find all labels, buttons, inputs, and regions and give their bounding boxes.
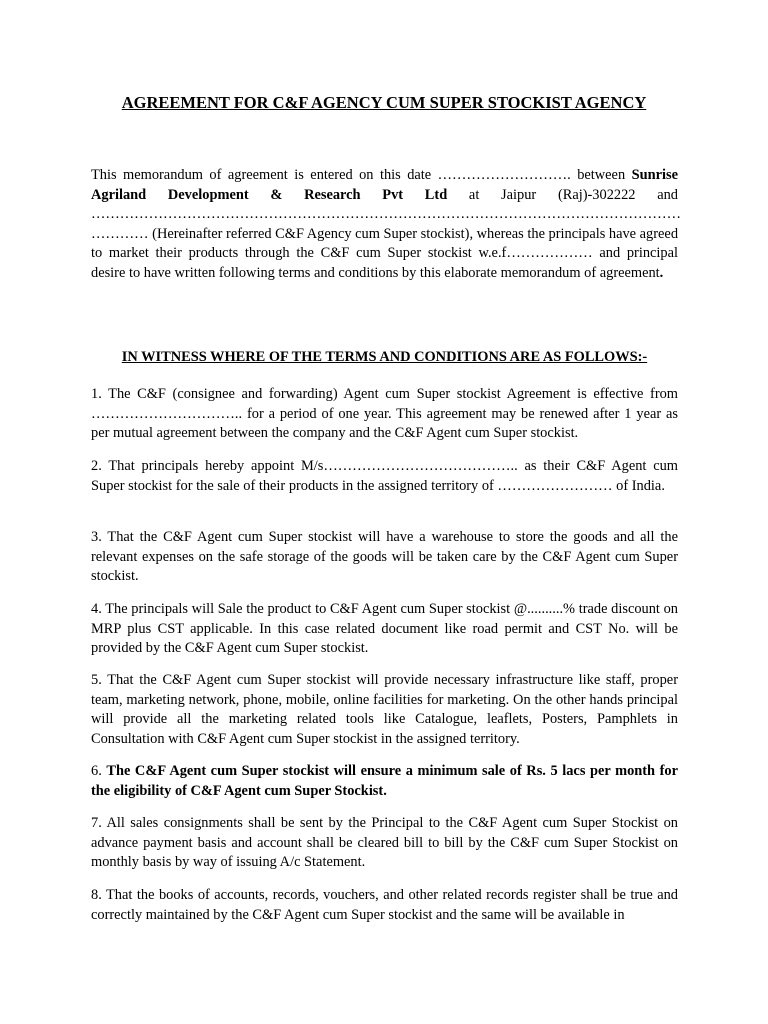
clause-6-number: 6. [91, 763, 107, 779]
clause-4: 4. The principals will Sale the product to C&F Agent cum Super stockist @..........% trade discount on MRP plus CST applicable. In this case related document like road permit and CST No. will be provided by the C&F Agent cum Super stockist. [91, 601, 678, 657]
intro-text-start: This memorandum of agreement is entered on this date ………………………. between [91, 167, 632, 183]
intro-text-end: at Jaipur (Raj)-302222 and …………………………………………………………………………………………………………… ………… (Hereinafter referred C&F Agency cum Super stockist), whereas the principals have agreed to market their products through the C&F cum Super stockist w.e.f……………… and principal desire to have written following terms and conditions by this elaborate memorandum of agreement [91, 186, 682, 281]
clause-5: 5. That the C&F Agent cum Super stockist will provide necessary infrastructure like staff, proper team, marketing network, phone, mobile, online facilities for marketing. On the other hands principal will provide all the marketing related tools like Catalogue, leaflets, Posters, Pamphlets in Consultation with C&F Agent cum Super stockist in the assigned territory. [91, 672, 678, 747]
intro-period: . [659, 264, 664, 281]
clause-1: 1. The C&F (consignee and forwarding) Agent cum Super stockist Agreement is effective from ………………………….. for a period of one year. This agreement may be renewed after 1 year as per mutual agreement between the company and the C&F Agent cum Super stockist. [91, 386, 678, 442]
intro-paragraph [91, 166, 682, 284]
terms-heading: IN WITNESS WHERE OF THE TERMS AND CONDITIONS ARE AS FOLLOWS:- [121, 349, 648, 365]
clause-3: 3. That the C&F Agent cum Super stockist will have a warehouse to store the goods and all the relevant expenses on the safe storage of the goods will be taken care by the C&F Agent cum Super stockist. [91, 529, 678, 585]
clause-7: 7. All sales consignments shall be sent by the Principal to the C&F Agent cum Super Stockist on advance payment basis and account shall be cleared bill to bill by the C&F cum Super Stockist on monthly basis by way of issuing A/c Statement. [91, 815, 678, 871]
clause-6-text: The C&F Agent cum Super stockist will ensure a minimum sale of Rs. 5 lacs per month for the eligibility of C&F Agent cum Super Stockist. [91, 763, 679, 799]
clause-2: 2. That principals hereby appoint M/s………………………………….. as their C&F Agent cum Super stockist for the sale of their products in the assigned territory of …………………… of India. [91, 458, 678, 494]
company-name: Sunrise Agriland Development & Research Pvt Ltd [91, 167, 678, 203]
clause-8: 8. That the books of accounts, records, vouchers, and other related records register shall be true and correctly maintained by the C&F Agent cum Super stockist and the same will be available in [91, 887, 678, 923]
clause-6 [91, 762, 678, 801]
agreement-title: AGREEMENT FOR C&F AGENCY CUM SUPER STOCKIST AGENCY [121, 93, 647, 112]
